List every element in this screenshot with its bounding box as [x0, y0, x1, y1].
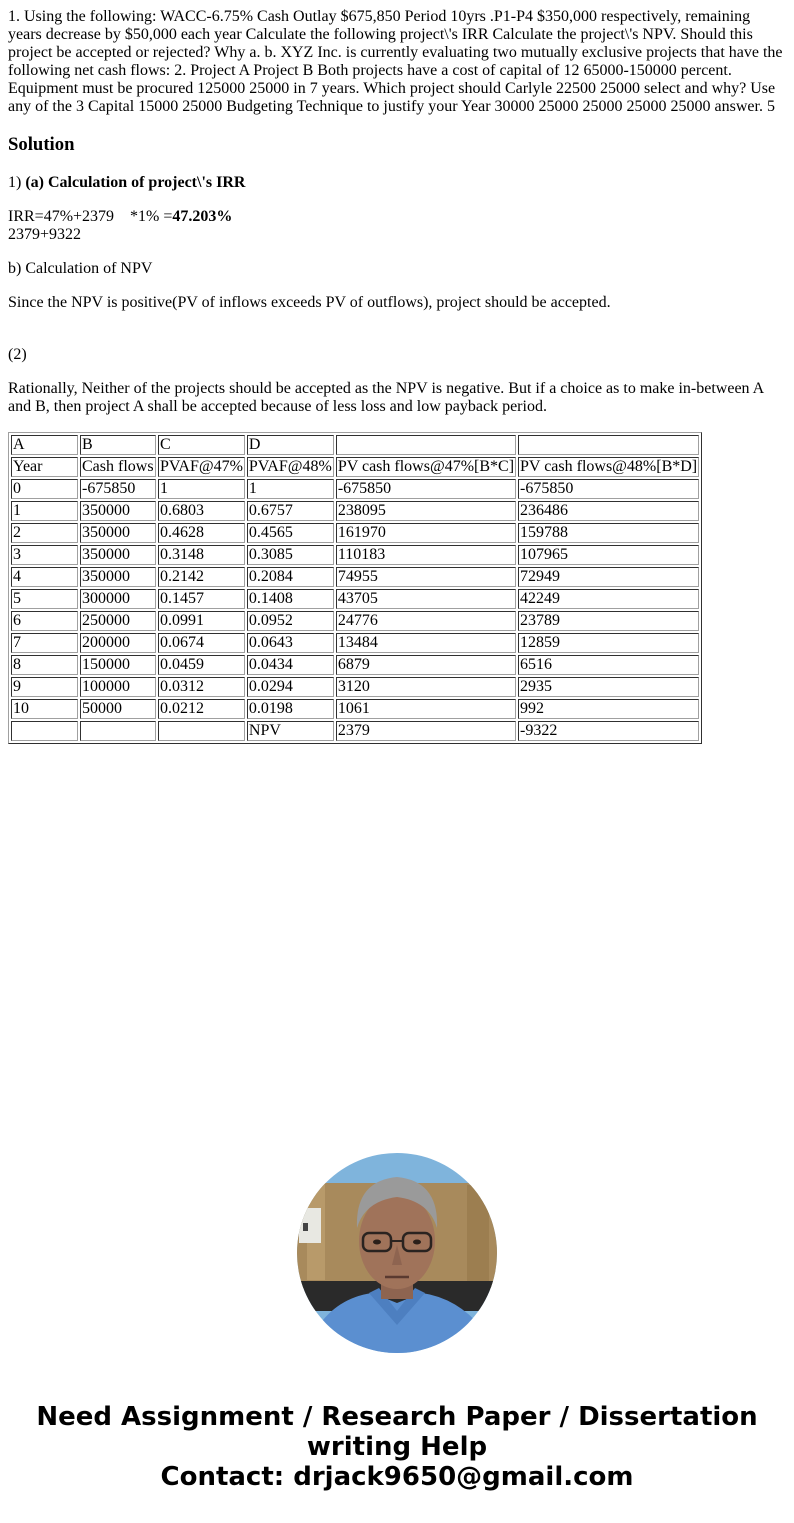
part2-text: Rationally, Neither of the projects should be accepted as the NPV is negative. But if a choice as to make in-between A and B, then project A shall be accepted because of less loss and low payback period. [8, 380, 764, 415]
irr-formula [8, 208, 786, 244]
table-cell: 236486 [518, 501, 699, 521]
table-cell: 238095 [336, 501, 516, 521]
table-cell: 1061 [336, 699, 516, 719]
header-pvaf-47: PVAF@47% [160, 458, 243, 475]
table-cell: 3120 [336, 677, 516, 697]
table-cell: 150000 [80, 655, 156, 675]
table-cell: 300000 [80, 589, 156, 609]
irr-formula-line1 [8, 208, 786, 226]
npv-label: NPV [247, 721, 334, 741]
table-cell: C [158, 435, 245, 455]
table-cell: 0.0198 [247, 699, 334, 719]
table-cell: 24776 [336, 611, 516, 631]
table-cell: 0.2142 [158, 567, 245, 587]
table-cell: 350000 [80, 545, 156, 565]
table-row [11, 523, 699, 543]
table-cell: 0.0952 [247, 611, 334, 631]
table-cell [158, 721, 245, 741]
table-cell: 6516 [518, 655, 699, 675]
table-cell: 3 [11, 545, 78, 565]
author-avatar [297, 1153, 497, 1353]
npv-row [11, 721, 699, 741]
table-cell: 200000 [80, 633, 156, 653]
irr-formula-text: IRR=47%+2379 *1% = [8, 208, 173, 225]
table-cell: 0.1408 [247, 589, 334, 609]
table-cell: 23789 [518, 611, 699, 631]
table-cell: 5 [11, 589, 78, 609]
table-cell: 350000 [80, 501, 156, 521]
header-year: Year [11, 457, 78, 477]
table-cell: 1 [247, 479, 334, 499]
table-row [11, 479, 699, 499]
npv-conclusion: Since the NPV is positive(PV of inflows exceeds PV of outflows), project should be accepted. [8, 294, 611, 311]
table-cell: 2 [11, 523, 78, 543]
table-cell: 110183 [336, 545, 516, 565]
npv-value-48: -9322 [518, 721, 699, 741]
table-row [11, 501, 699, 521]
table-cell: 4 [11, 567, 78, 587]
header-pv-48: PV cash flows@48%[B*D] [520, 458, 698, 475]
table-cell: 0.3085 [247, 545, 334, 565]
table-cell: 42249 [518, 589, 699, 609]
table-cell: 74955 [336, 567, 516, 587]
table-row [11, 545, 699, 565]
part1a-title: (a) Calculation of project\'s IRR [25, 174, 246, 191]
part2-label: (2) [8, 346, 27, 363]
table-cell: 8 [11, 655, 78, 675]
header-pv-47: PV cash flows@47%[B*C] [337, 458, 515, 475]
table-cell: 350000 [80, 523, 156, 543]
table-cell: 0.6757 [247, 501, 334, 521]
table-cell: 0.1457 [158, 589, 245, 609]
table-cell: -675850 [80, 479, 156, 499]
part1b-title: b) Calculation of NPV [8, 260, 153, 277]
table-cell: 0.4565 [247, 523, 334, 543]
table-cell: A [11, 435, 78, 455]
table-cell: 0.0459 [158, 655, 245, 675]
table-cell [80, 721, 156, 741]
promo-footer [0, 1402, 794, 1492]
promo-line-1: Need Assignment / Research Paper / Dissertation [36, 1402, 758, 1432]
table-row [11, 655, 699, 675]
table-cell: 0.0294 [247, 677, 334, 697]
table-cell: -675850 [518, 479, 699, 499]
table-cell: 992 [518, 699, 699, 719]
table-row [11, 699, 699, 719]
table-cell: 6879 [336, 655, 516, 675]
table-cell: 0.6803 [158, 501, 245, 521]
blank-line [8, 328, 786, 346]
table-cell: 1 [11, 501, 78, 521]
part1-prefix: 1) [8, 174, 26, 191]
table-cell: D [247, 435, 334, 455]
table-cell: 250000 [80, 611, 156, 631]
table-row [11, 589, 699, 609]
question-text: 1. Using the following: WACC-6.75% Cash Outlay $675,850 Period 10yrs .P1-P4 $350,000 respectively, remaining years decrease by $50,000 each year Calculate the following project\'s IRR Calculate the project\'s NPV. Should this project be accepted or rejected? Why a. b. XYZ Inc. is currently evaluating two mutually exclusive projects that have the following net cash flows: 2. Project A Project B Both projects have a cost of capital of 12 65000-150000 percent. Equipment must be procured 125000 25000 in 7 years. Which project should Carlyle 22500 25000 select and why? Use any of the 3 Capital 15000 25000 Budgeting Technique to justify your Year 30000 25000 25000 25000 25000 answer. 5 [8, 8, 783, 115]
table-cell: 1 [158, 479, 245, 499]
column-letter-row [11, 435, 699, 455]
table-cell: -675850 [336, 479, 516, 499]
irr-formula-line2: 2379+9322 [8, 226, 82, 243]
promo-contact: Contact: drjack9650@gmail.com [160, 1462, 634, 1492]
part1a-heading [8, 174, 786, 192]
table-cell [336, 435, 516, 455]
table-cell: 100000 [80, 677, 156, 697]
header-pvaf-48: PVAF@48% [248, 458, 332, 475]
npv-value-47: 2379 [336, 721, 516, 741]
table-cell: 7 [11, 633, 78, 653]
table-row [11, 677, 699, 697]
table-cell: B [80, 435, 156, 455]
table-cell: 107965 [518, 545, 699, 565]
table-cell [518, 435, 699, 455]
table-cell: 72949 [518, 567, 699, 587]
table-row [11, 633, 699, 653]
table-cell: 43705 [336, 589, 516, 609]
table-row [11, 611, 699, 631]
table-cell: 0.4628 [158, 523, 245, 543]
table-cell: 2935 [518, 677, 699, 697]
table-header-row [11, 457, 699, 477]
table-cell: 0.0434 [247, 655, 334, 675]
header-cash-flows: Cash flows [80, 457, 156, 477]
table-cell: 13484 [336, 633, 516, 653]
table-cell: 0.0212 [158, 699, 245, 719]
table-cell: 350000 [80, 567, 156, 587]
table-cell: 0.3148 [158, 545, 245, 565]
table-cell: 0.0312 [158, 677, 245, 697]
solution-heading: Solution [8, 134, 75, 155]
table-cell: 9 [11, 677, 78, 697]
irr-result: 47.203% [172, 208, 233, 225]
table-cell: 0.0991 [158, 611, 245, 631]
table-cell: 0.0643 [247, 633, 334, 653]
promo-line-2: writing Help [306, 1432, 488, 1462]
table-row [11, 567, 699, 587]
pv-cash-flow-table [8, 432, 702, 744]
table-cell: 50000 [80, 699, 156, 719]
document-content [0, 0, 794, 744]
table-cell: 0.0674 [158, 633, 245, 653]
table-cell: 6 [11, 611, 78, 631]
table-cell: 0 [11, 479, 78, 499]
table-cell: 159788 [518, 523, 699, 543]
portrait-photo-icon [297, 1153, 497, 1353]
table-cell: 10 [11, 699, 78, 719]
table-cell: 0.2084 [247, 567, 334, 587]
table-cell: 12859 [518, 633, 699, 653]
table-cell [11, 721, 78, 741]
table-cell: 161970 [336, 523, 516, 543]
